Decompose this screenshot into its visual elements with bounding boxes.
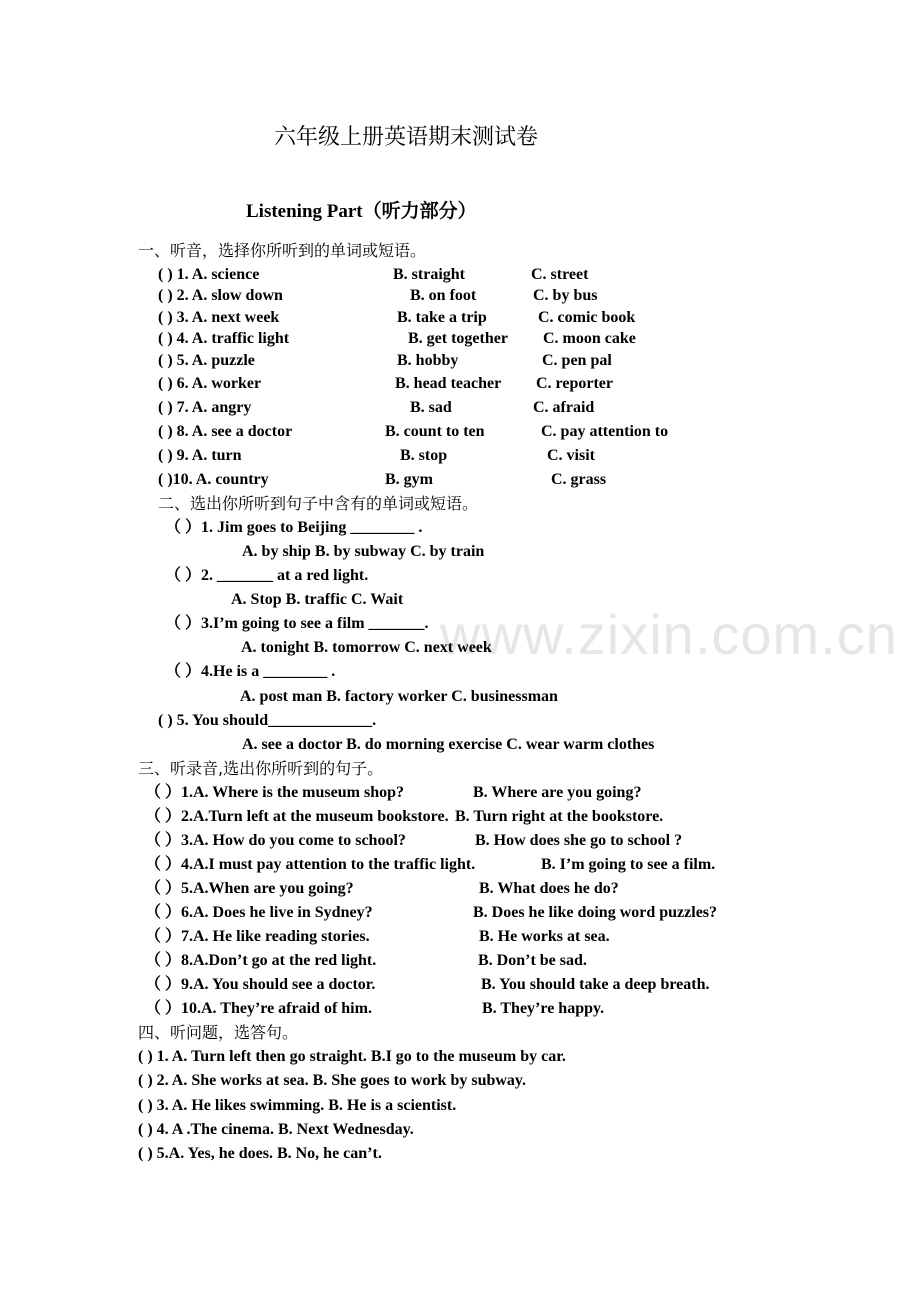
s1-item-2-c: C. by bus: [533, 287, 598, 304]
s2-item-1-options: A. by ship B. by subway C. by train: [242, 543, 485, 560]
s3-item-3-a: （ ）3.A. How do you come to school?: [145, 832, 406, 849]
s1-item-8-a: ( ) 8. A. see a doctor: [158, 423, 293, 440]
s1-item-3-b: B. take a trip: [397, 309, 487, 326]
s3-item-7-b: B. He works at sea.: [479, 928, 610, 945]
s3-item-6-a: （ ）6.A. Does he live in Sydney?: [145, 904, 373, 921]
s1-item-1-b: B. straight: [393, 266, 465, 283]
s1-item-10-b: B. gym: [385, 471, 433, 488]
s1-item-9-b: B. stop: [400, 447, 448, 464]
s1-item-6-c: C. reporter: [536, 375, 613, 392]
s4-item-3: ( ) 3. A. He likes swimming. B. He is a scientist.: [138, 1097, 457, 1114]
s3-item-8-a: （ ）8.A.Don’t go at the red light.: [145, 952, 377, 969]
s1-item-7-b: B. sad: [410, 399, 452, 416]
s1-item-9-a: ( ) 9. A. turn: [158, 447, 242, 464]
s1-item-10-a: ( )10. A. country: [158, 471, 269, 488]
s2-item-4-question: （ ）4.He is a ________ .: [165, 663, 336, 680]
s2-item-3-question: （ ）3.I’m going to see a film _______.: [165, 615, 429, 632]
s3-item-6-b: B. Does he like doing word puzzles?: [473, 904, 718, 921]
s1-item-5-b: B. hobby: [397, 352, 459, 369]
s3-item-9-b: B. You should take a deep breath.: [481, 976, 710, 993]
section1-heading: 一、听音，选择你所听到的单词或短语。: [138, 241, 427, 260]
s4-item-2: ( ) 2. A. She works at sea. B. She goes to work by subway.: [138, 1072, 527, 1089]
s1-item-4-a: ( ) 4. A. traffic light: [158, 330, 290, 347]
s3-item-3-b: B. How does she go to school ?: [475, 832, 683, 849]
s3-item-1-b: B. Where are you going?: [473, 784, 642, 801]
s3-item-5-a: （ ）5.A.When are you going?: [145, 880, 354, 897]
s2-item-1-question: （ ）1. Jim goes to Beijing ________ .: [165, 519, 423, 536]
s3-item-2-a: （ ）2.A.Turn left at the museum bookstore.: [145, 808, 449, 825]
s1-item-7-c: C. afraid: [533, 399, 595, 416]
s1-item-8-b: B. count to ten: [385, 423, 485, 440]
s3-item-4-b: B. I’m going to see a film.: [541, 856, 716, 873]
s1-item-10-c: C. grass: [551, 471, 607, 488]
s3-item-7-a: （ ）7.A. He like reading stories.: [145, 928, 370, 945]
s1-item-6-b: B. head teacher: [395, 375, 502, 392]
s3-item-10-a: （ ）10.A. They’re afraid of him.: [145, 1000, 372, 1017]
s1-item-3-a: ( ) 3. A. next week: [158, 309, 280, 326]
s3-item-4-a: （ ）4.A.I must pay attention to the traffic light.: [145, 856, 476, 873]
s4-item-5: ( ) 5.A. Yes, he does. B. No, he can’t.: [138, 1145, 382, 1162]
s1-item-5-a: ( ) 5. A. puzzle: [158, 352, 255, 369]
section-subtitle: Listening Part（听力部分）: [246, 201, 477, 222]
s1-item-3-c: C. comic book: [538, 309, 636, 326]
s2-item-5-question: ( ) 5. You should_____________.: [158, 712, 377, 729]
s1-item-4-c: C. moon cake: [543, 330, 636, 347]
s2-item-2-question: （ ）2. _______ at a red light.: [165, 567, 369, 584]
s2-item-5-options: A. see a doctor B. do morning exercise C. wear warm clothes: [242, 736, 655, 753]
section3-heading: 三、听录音,选出你所听到的句子。: [138, 759, 384, 778]
s3-item-1-a: （ ）1.A. Where is the museum shop?: [145, 784, 404, 801]
s3-item-10-b: B. They’re happy.: [482, 1000, 605, 1017]
s1-item-9-c: C. visit: [547, 447, 595, 464]
s4-item-4: ( ) 4. A .The cinema. B. Next Wednesday.: [138, 1121, 414, 1138]
s1-item-2-b: B. on foot: [410, 287, 477, 304]
s1-item-5-c: C. pen pal: [542, 352, 612, 369]
s2-item-4-options: A. post man B. factory worker C. businessman: [240, 688, 558, 705]
section2-heading: 二、选出你所听到句子中含有的单词或短语。: [158, 494, 479, 513]
s2-item-2-options: A. Stop B. traffic C. Wait: [231, 591, 404, 608]
page-title: 六年级上册英语期末测试卷: [274, 125, 539, 150]
s1-item-2-a: ( ) 2. A. slow down: [158, 287, 283, 304]
watermark: www.zixin.com.cn: [440, 603, 898, 666]
s3-item-8-b: B. Don’t be sad.: [478, 952, 587, 969]
s3-item-2-b: B. Turn right at the bookstore.: [455, 808, 664, 825]
s1-item-1-c: C. street: [531, 266, 589, 283]
s3-item-5-b: B. What does he do?: [479, 880, 619, 897]
s1-item-8-c: C. pay attention to: [541, 423, 669, 440]
s1-item-1-a: ( ) 1. A. science: [158, 266, 260, 283]
s1-item-4-b: B. get together: [408, 330, 508, 347]
s1-item-7-a: ( ) 7. A. angry: [158, 399, 252, 416]
s2-item-3-options: A. tonight B. tomorrow C. next week: [241, 639, 492, 656]
s4-item-1: ( ) 1. A. Turn left then go straight. B.I go to the museum by car.: [138, 1048, 566, 1065]
s3-item-9-a: （ ）9.A. You should see a doctor.: [145, 976, 376, 993]
s1-item-6-a: ( ) 6. A. worker: [158, 375, 262, 392]
section4-heading: 四、听问题，选答句。: [138, 1023, 299, 1042]
